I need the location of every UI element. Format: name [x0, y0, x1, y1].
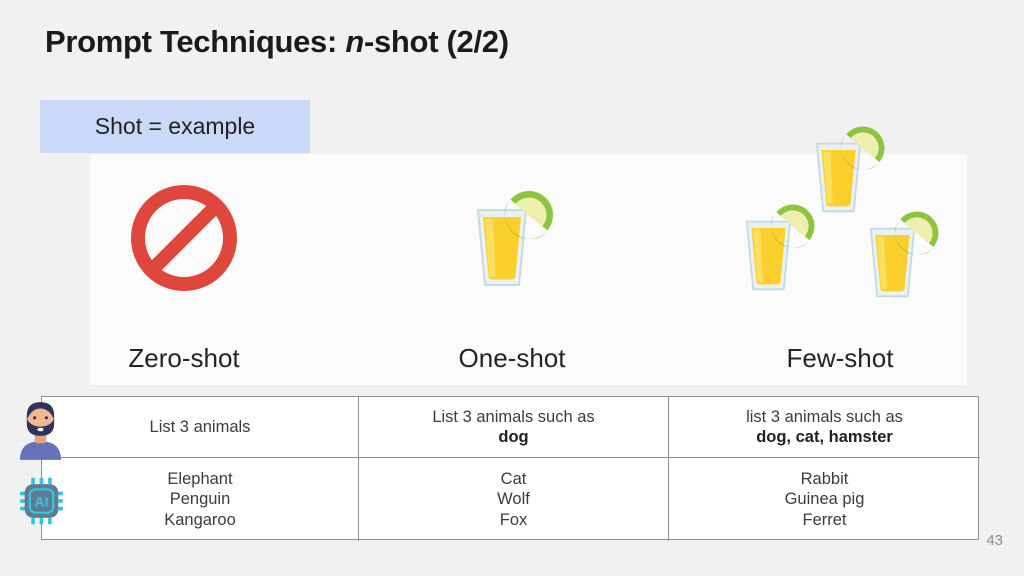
cell-line: Cat	[500, 469, 527, 488]
cell-line: list 3 animals such as	[746, 407, 903, 426]
shot-definition-badge	[40, 100, 310, 153]
slide-title-suffix: -shot (2/2)	[363, 24, 509, 59]
table-cell-user-few-shot	[669, 397, 980, 458]
ai-chip-label: AI	[34, 493, 49, 510]
cell-line: List 3 animals	[149, 417, 251, 436]
table-cell-user-zero-shot	[42, 397, 359, 458]
slide-title	[45, 24, 509, 60]
cell-line: Elephant	[167, 469, 233, 488]
cell-line: Wolf	[497, 490, 530, 509]
cell-line: Rabbit	[800, 469, 849, 488]
table-cell-user-one-shot	[359, 397, 669, 458]
table-cell-ai-zero-shot	[42, 458, 359, 541]
shot-glass-icon	[860, 205, 943, 301]
cell-line-examples: dog, cat, hamster	[756, 428, 893, 446]
cell-line: Ferret	[802, 510, 847, 529]
ai-chip-icon	[20, 476, 63, 526]
shot-glass-icon	[736, 198, 819, 294]
label-few-shot: Few-shot	[786, 343, 894, 373]
slide-title-n: n	[345, 24, 364, 59]
table-cell-ai-one-shot	[359, 458, 669, 541]
slide-title-prefix: Prompt Techniques:	[45, 24, 346, 59]
page-number: 43	[986, 532, 1003, 549]
prohibition-icon	[130, 184, 238, 292]
cell-line-examples: dog	[498, 428, 529, 446]
cell-line: Kangaroo	[164, 510, 236, 529]
examples-table	[41, 396, 979, 540]
table-cell-ai-few-shot	[669, 458, 980, 541]
cell-line: Penguin	[169, 490, 231, 509]
label-zero-shot: Zero-shot	[128, 343, 240, 373]
cell-line: Guinea pig	[784, 490, 865, 509]
user-avatar-icon	[18, 399, 63, 460]
shot-definition-label: Shot = example	[94, 113, 256, 139]
label-one-shot: One-shot	[458, 343, 566, 373]
cell-line: Fox	[499, 510, 528, 529]
cell-line: List 3 animals such as	[432, 407, 595, 426]
shot-glass-icon	[466, 184, 558, 290]
